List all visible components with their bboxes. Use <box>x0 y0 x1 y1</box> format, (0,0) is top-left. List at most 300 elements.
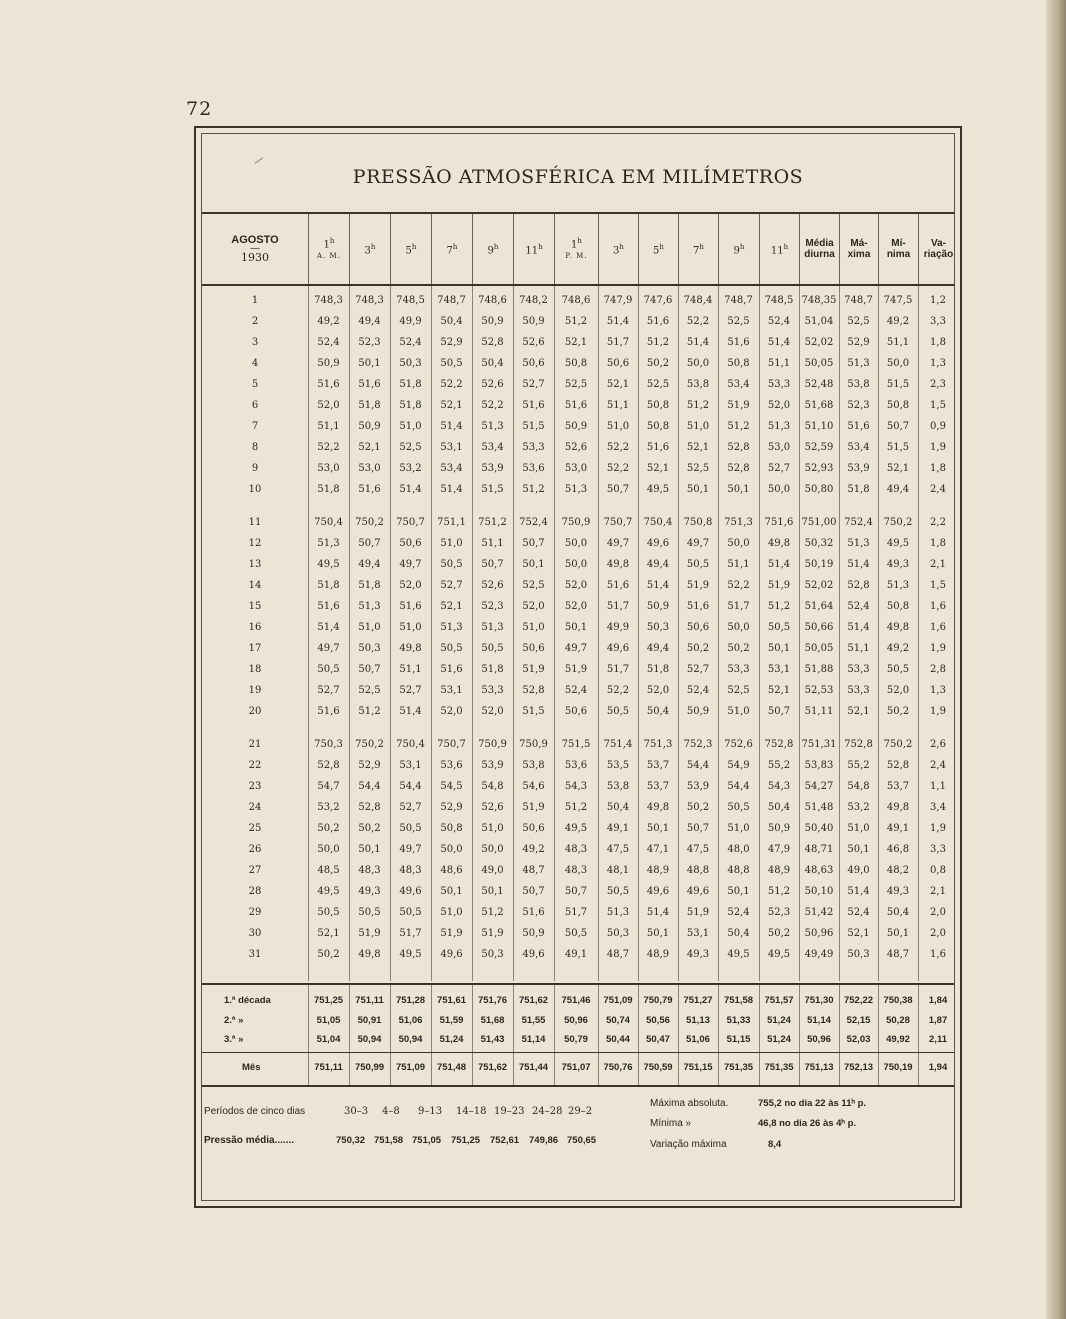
summary-value: 751,09 <box>395 1062 426 1073</box>
day-number: 31 <box>248 949 262 960</box>
pressure-value: 50,0 <box>317 844 340 855</box>
header-hour-label: 9$^h$ <box>487 242 499 257</box>
pressure-value: 49,6 <box>686 886 710 897</box>
pressure-value: 49,8 <box>358 949 381 960</box>
pressure-value: 52,6 <box>481 802 504 813</box>
pressure-value: 47,1 <box>646 844 670 855</box>
pressure-value: 50,5 <box>481 643 504 654</box>
header-hour-5 <box>472 214 513 284</box>
table-row <box>202 353 954 374</box>
pressure-value: 54,6 <box>522 781 545 792</box>
pressure-value: 52,3 <box>358 337 381 348</box>
pressure-value: 50,8 <box>646 421 670 432</box>
summary-value: 751,76 <box>477 995 508 1006</box>
pressure-value: 51,0 <box>399 421 422 432</box>
pressure-value: 49,8 <box>886 622 910 633</box>
summary-value: 52,15 <box>846 1015 871 1026</box>
table-row <box>202 680 954 701</box>
table-row <box>202 776 954 797</box>
pressure-value: 1,9 <box>930 823 946 834</box>
table-row <box>202 617 954 638</box>
pressure-value: 50,4 <box>646 706 670 717</box>
pressure-value: 53,8 <box>522 760 545 771</box>
pressure-value: 51,6 <box>317 601 340 612</box>
pressure-value: 51,4 <box>767 559 791 570</box>
pressure-value: 49,2 <box>522 844 545 855</box>
pressure-value: 52,3 <box>847 400 870 411</box>
pressure-value: 50,6 <box>522 643 545 654</box>
pressure-value: 50,2 <box>727 643 750 654</box>
pressure-value: 50,4 <box>767 802 791 813</box>
pressure-value: 51,2 <box>481 907 504 918</box>
decade-summary-row <box>202 991 954 1011</box>
header-hour-11 <box>718 214 759 284</box>
pressure-value: 748,3 <box>314 295 343 306</box>
pressure-value: 51,2 <box>686 400 710 411</box>
pressure-value: 54,8 <box>847 781 870 792</box>
pressure-value: 1,9 <box>930 442 946 453</box>
header-minima-line: nima <box>886 249 911 260</box>
pressure-value: 51,2 <box>564 316 588 327</box>
pressure-value: 49,8 <box>399 643 422 654</box>
pressure-value: 48,8 <box>727 865 750 876</box>
pressure-value: 51,1 <box>886 337 910 348</box>
pressure-value: 52,4 <box>847 601 870 612</box>
pressure-value: 52,1 <box>847 928 870 939</box>
pressure-value: 47,5 <box>606 844 630 855</box>
pressure-value: 748,7 <box>437 295 466 306</box>
pressure-value: 51,6 <box>399 601 422 612</box>
summary-value: 49,92 <box>886 1034 910 1045</box>
pressure-value: 51,2 <box>646 337 670 348</box>
pressure-value: 750,9 <box>561 517 591 528</box>
pressure-value: 51,9 <box>564 664 588 675</box>
header-hour-label: 11$^h$ <box>525 242 543 257</box>
pressure-value: 52,5 <box>727 316 750 327</box>
summary-value: 751,35 <box>723 1062 754 1073</box>
pressure-value: 50,8 <box>886 400 910 411</box>
summary-value: 2,11 <box>929 1034 947 1045</box>
pressure-value: 51,8 <box>317 580 340 591</box>
summary-value: 50,96 <box>807 1034 831 1045</box>
pressure-value: 49,5 <box>646 484 670 495</box>
pressure-value: 51,8 <box>399 379 422 390</box>
pressure-value: 52,2 <box>606 442 630 453</box>
pressure-value: 51,1 <box>317 421 340 432</box>
pressure-value: 50,5 <box>399 823 422 834</box>
pressure-value: 53,9 <box>481 463 504 474</box>
summary-value: 51,55 <box>521 1015 546 1026</box>
pressure-value: 51,0 <box>686 421 710 432</box>
header-hour-label: 9$^h$ <box>733 242 745 257</box>
pressure-value: 50,5 <box>440 559 463 570</box>
pressure-value: 49,6 <box>646 886 670 897</box>
pressure-value: 49,5 <box>727 949 750 960</box>
variacao-maxima-value: 8,4 <box>768 1139 782 1150</box>
header-maxima-line: Má- <box>850 238 868 249</box>
header-media-diurna-line: diurna <box>804 249 835 260</box>
summary-value: 751,62 <box>518 995 549 1006</box>
day-number: 23 <box>248 781 262 792</box>
header-hour-label: 7$^h$ <box>446 242 458 257</box>
column-header-row <box>202 214 954 286</box>
periodo-range: 9–13 <box>418 1106 443 1117</box>
pressure-value: 49,4 <box>646 559 670 570</box>
pressure-value: 52,1 <box>317 928 340 939</box>
pressure-value: 50,2 <box>646 358 670 369</box>
pressure-value: 50,5 <box>440 643 463 654</box>
pressure-value: 50,5 <box>564 928 588 939</box>
pressure-value: 51,0 <box>358 622 381 633</box>
maxima-absoluta-label: Máxima absoluta. <box>650 1098 729 1109</box>
pressure-value: 748,4 <box>683 295 713 306</box>
pressure-value: 54,8 <box>481 781 504 792</box>
summary-value: 750,76 <box>603 1062 633 1073</box>
pressure-value: 50,0 <box>727 622 750 633</box>
pressure-value: 52,1 <box>358 442 381 453</box>
pressure-value: 51,6 <box>522 400 545 411</box>
pressure-value: 52,2 <box>440 379 463 390</box>
pressure-value: 50,6 <box>522 358 545 369</box>
header-hour-1 <box>308 214 349 284</box>
pressure-value: 2,0 <box>930 907 946 918</box>
pressure-value: 52,2 <box>317 442 340 453</box>
header-variacao <box>918 214 958 284</box>
day-number: 1 <box>251 295 259 306</box>
pressure-value: 52,4 <box>847 907 870 918</box>
pressure-value: 49,8 <box>646 802 670 813</box>
pressure-value: 51,7 <box>606 337 630 348</box>
pressure-value: 50,8 <box>727 358 750 369</box>
summary-value: 50,91 <box>357 1015 382 1026</box>
pressure-value: 747,5 <box>883 295 913 306</box>
pressure-value: 53,1 <box>686 928 710 939</box>
day-number: 6 <box>251 400 259 411</box>
pressure-value: 0,9 <box>930 421 946 432</box>
header-hour-2 <box>349 214 390 284</box>
pressure-value: 50,7 <box>481 559 504 570</box>
pressure-value: 3,4 <box>930 802 946 813</box>
pressure-value: 49,1 <box>886 823 910 834</box>
pressure-value: 51,3 <box>606 907 630 918</box>
summary-value: 51,68 <box>480 1015 505 1026</box>
day-number: 16 <box>248 622 262 633</box>
pressure-value: 52,59 <box>804 442 834 453</box>
pressure-value: 750,4 <box>314 517 343 528</box>
pressure-value: 51,3 <box>847 358 870 369</box>
pressure-value: 52,3 <box>767 907 791 918</box>
pressure-value: 51,6 <box>564 400 588 411</box>
header-hour-suffix: h <box>699 242 704 251</box>
pressure-value: 48,3 <box>564 865 588 876</box>
pressao-media-value: 752,61 <box>490 1135 520 1146</box>
pressure-value: 52,7 <box>317 685 340 696</box>
header-hour-label: 11$^h$ <box>770 242 789 257</box>
summary-separator <box>202 1052 954 1053</box>
pressure-value: 52,0 <box>564 601 588 612</box>
pressure-value: 51,4 <box>646 907 670 918</box>
pressure-value: 52,5 <box>686 463 710 474</box>
pressure-value: 52,6 <box>481 580 504 591</box>
pressure-value: 752,3 <box>683 739 713 750</box>
pressure-value: 50,0 <box>564 559 588 570</box>
pressure-value: 49,7 <box>317 643 340 654</box>
pressure-value: 51,7 <box>606 601 630 612</box>
pressure-value: 51,4 <box>686 337 710 348</box>
pressure-value: 53,3 <box>481 685 504 696</box>
table-row <box>202 659 954 680</box>
pressure-value: 48,7 <box>886 949 910 960</box>
footer-block <box>202 1085 954 1205</box>
pressure-value: 49,2 <box>317 316 340 327</box>
pressure-value: 51,6 <box>358 484 381 495</box>
day-number: 21 <box>248 739 262 750</box>
pressure-value: 53,3 <box>847 685 870 696</box>
maxima-absoluta-value: 755,2 no dia 22 às 11ʰ p. <box>758 1098 867 1109</box>
pressao-media-value: 749,86 <box>529 1135 559 1146</box>
pressure-value: 48,0 <box>727 844 750 855</box>
pressure-value: 51,4 <box>847 559 870 570</box>
header-hour-10 <box>678 214 718 284</box>
pressure-value: 51,8 <box>358 580 381 591</box>
pressure-value: 50,7 <box>564 886 588 897</box>
summary-value: 51,14 <box>521 1034 546 1045</box>
summary-value: 50,94 <box>357 1034 382 1045</box>
pressure-value: 54,4 <box>686 760 710 771</box>
pressure-value: 53,9 <box>481 760 504 771</box>
pressure-value: 51,88 <box>804 664 834 675</box>
pressure-value: 50,5 <box>399 907 422 918</box>
day-number: 5 <box>251 379 259 390</box>
pressure-value: 51,8 <box>646 664 670 675</box>
pressure-value: 51,3 <box>440 622 463 633</box>
pressure-value: 52,1 <box>686 442 710 453</box>
pressure-value: 52,1 <box>767 685 791 696</box>
pressure-value: 52,1 <box>606 379 630 390</box>
pressure-value: 50,5 <box>767 622 791 633</box>
pressure-value: 53,0 <box>358 463 381 474</box>
header-hour-6 <box>513 214 554 284</box>
pressure-value: 51,4 <box>646 580 670 591</box>
pressure-value: 51,0 <box>727 823 750 834</box>
pressure-value: 50,4 <box>886 907 910 918</box>
header-month-dash: — <box>250 243 260 254</box>
header-month-label: AGOSTO <box>231 234 279 246</box>
pressure-value: 50,4 <box>440 316 463 327</box>
summary-value: 751,46 <box>561 995 591 1006</box>
pressure-value: 52,8 <box>481 337 504 348</box>
decade-summary-row <box>202 1011 954 1031</box>
pressure-value: 748,5 <box>764 295 794 306</box>
pressure-value: 53,6 <box>522 463 545 474</box>
periodo-range: 14–18 <box>456 1106 487 1117</box>
pressure-value: 50,1 <box>727 886 750 897</box>
pressure-value: 48,1 <box>606 865 630 876</box>
header-year: 1930 <box>241 251 269 264</box>
pressure-value: 51,04 <box>804 316 834 327</box>
pressure-value: 52,7 <box>686 664 710 675</box>
pressure-value: 53,0 <box>317 463 340 474</box>
pressure-value: 1,8 <box>930 463 946 474</box>
day-number: 9 <box>251 463 259 474</box>
pressure-value: 1,6 <box>930 601 946 612</box>
pressure-value: 51,6 <box>606 580 630 591</box>
pressure-value: 52,0 <box>646 685 670 696</box>
header-minima <box>878 214 918 284</box>
pressure-value: 50,5 <box>317 907 340 918</box>
pressure-value: 51,2 <box>767 886 791 897</box>
pressure-value: 52,8 <box>358 802 381 813</box>
pressure-value: 54,4 <box>727 781 750 792</box>
day-number: 11 <box>248 517 262 528</box>
pressure-value: 50,4 <box>606 802 630 813</box>
summary-value: 51,05 <box>316 1015 341 1026</box>
pressao-media-label: Pressão média....... <box>204 1135 295 1146</box>
summary-value: 50,44 <box>606 1034 630 1045</box>
pressure-value: 53,7 <box>646 760 670 771</box>
pressure-value: 50,3 <box>358 643 381 654</box>
pressure-value: 51,8 <box>847 484 870 495</box>
pressure-value: 50,4 <box>727 928 750 939</box>
pressure-value: 51,6 <box>522 907 545 918</box>
pressure-value: 51,4 <box>317 622 340 633</box>
pressao-media-value: 751,05 <box>412 1135 442 1146</box>
pressure-value: 1,6 <box>930 949 946 960</box>
pressure-value: 49,3 <box>686 949 710 960</box>
periodo-range: 19–23 <box>494 1106 525 1117</box>
pressure-value: 50,6 <box>399 538 422 549</box>
pressure-value: 51,6 <box>440 664 463 675</box>
pressure-value: 52,7 <box>440 580 463 591</box>
pressure-value: 51,9 <box>440 928 463 939</box>
pressure-value: 52,4 <box>727 907 750 918</box>
pressure-value: 51,7 <box>606 664 630 675</box>
pressure-value: 51,0 <box>522 622 545 633</box>
pressure-value: 53,3 <box>727 664 750 675</box>
pressure-value: 49,8 <box>606 559 630 570</box>
pressure-value: 52,8 <box>727 442 750 453</box>
pressure-value: 52,0 <box>399 580 422 591</box>
day-number: 12 <box>248 538 262 549</box>
summary-label: 1.ª década <box>224 995 271 1006</box>
pressure-value: 751,3 <box>724 517 753 528</box>
pressure-value: 52,8 <box>847 580 870 591</box>
summary-value: 751,27 <box>683 995 713 1006</box>
pressure-value: 53,7 <box>646 781 670 792</box>
periodos-label: Períodos de cinco dias <box>204 1106 306 1117</box>
pressure-value: 48,7 <box>606 949 630 960</box>
pressure-value: 2,2 <box>930 517 946 528</box>
pressure-value: 3,3 <box>930 316 946 327</box>
pressure-value: 50,2 <box>317 823 340 834</box>
pressure-value: 2,4 <box>930 760 946 771</box>
pressure-value: 50,7 <box>886 421 910 432</box>
pressure-value: 49,7 <box>606 538 630 549</box>
header-hour-4 <box>431 214 472 284</box>
table-row <box>202 374 954 395</box>
pressure-value: 50,1 <box>646 823 670 834</box>
pressure-value: 52,0 <box>481 706 504 717</box>
table-row <box>202 479 954 500</box>
pressure-value: 49,2 <box>886 643 910 654</box>
pressure-value: 52,0 <box>317 400 340 411</box>
pressure-value: 52,0 <box>767 400 791 411</box>
header-hour-12 <box>759 214 799 284</box>
pressure-value: 751,3 <box>643 739 673 750</box>
pressure-value: 51,4 <box>440 484 463 495</box>
pressure-value: 50,1 <box>847 844 870 855</box>
pressure-value: 48,63 <box>804 865 834 876</box>
pressure-value: 50,8 <box>646 400 670 411</box>
pressure-value: 50,2 <box>886 706 910 717</box>
summary-value: 750,99 <box>354 1062 385 1073</box>
day-number: 19 <box>248 685 262 696</box>
table-row <box>202 416 954 437</box>
table-row <box>202 818 954 839</box>
periodo-range: 4–8 <box>382 1106 400 1117</box>
pressure-value: 51,0 <box>399 622 422 633</box>
pressure-value: 53,1 <box>399 760 422 771</box>
pressure-value: 50,1 <box>481 886 504 897</box>
pressure-value: 52,1 <box>646 463 670 474</box>
pressure-value: 53,1 <box>440 442 463 453</box>
pressure-value: 50,05 <box>804 358 834 369</box>
pressure-value: 52,6 <box>564 442 588 453</box>
pressure-value: 51,4 <box>399 484 422 495</box>
summary-value: 751,11 <box>355 995 384 1006</box>
day-number: 14 <box>248 580 262 591</box>
pressure-value: 51,3 <box>847 538 870 549</box>
pressure-value: 53,83 <box>804 760 834 771</box>
periodo-range: 24–28 <box>532 1106 563 1117</box>
pressure-value: 48,2 <box>886 865 910 876</box>
summary-value: 751,30 <box>804 995 834 1006</box>
header-hour-suffix: h <box>411 242 417 251</box>
pressure-value: 50,1 <box>358 844 381 855</box>
pressure-value: 52,4 <box>686 685 710 696</box>
summary-value: 51,33 <box>726 1015 751 1026</box>
pressure-value: 51,3 <box>358 601 381 612</box>
pressure-value: 49,5 <box>317 886 340 897</box>
pressure-value: 54,4 <box>358 781 381 792</box>
pressure-value: 49,6 <box>440 949 463 960</box>
pressure-value: 49,1 <box>606 823 630 834</box>
day-number: 8 <box>251 442 259 453</box>
pressure-value: 52,9 <box>440 802 463 813</box>
pressure-value: 50,0 <box>886 358 910 369</box>
pressure-value: 748,2 <box>519 295 548 306</box>
pressure-value: 50,8 <box>564 358 588 369</box>
pressure-value: 51,3 <box>317 538 340 549</box>
pressure-value: 52,2 <box>686 316 710 327</box>
pressure-value: 50,9 <box>686 706 710 717</box>
pressure-value: 49,4 <box>358 316 381 327</box>
header-hour-9 <box>638 214 678 284</box>
pressure-value: 750,2 <box>355 739 384 750</box>
pressure-value: 50,7 <box>358 664 381 675</box>
pressure-value: 51,7 <box>399 928 422 939</box>
table-row <box>202 332 954 353</box>
pressure-value: 52,2 <box>606 685 630 696</box>
day-number: 27 <box>248 865 262 876</box>
pressure-value: 50,9 <box>481 316 504 327</box>
pressure-value: 1,8 <box>930 538 946 549</box>
summary-value: 51,43 <box>480 1034 505 1045</box>
header-hour-suffix: h <box>452 242 458 251</box>
pressure-value: 1,3 <box>930 358 946 369</box>
pressure-value: 50,5 <box>440 358 463 369</box>
pressure-value: 747,6 <box>643 295 673 306</box>
